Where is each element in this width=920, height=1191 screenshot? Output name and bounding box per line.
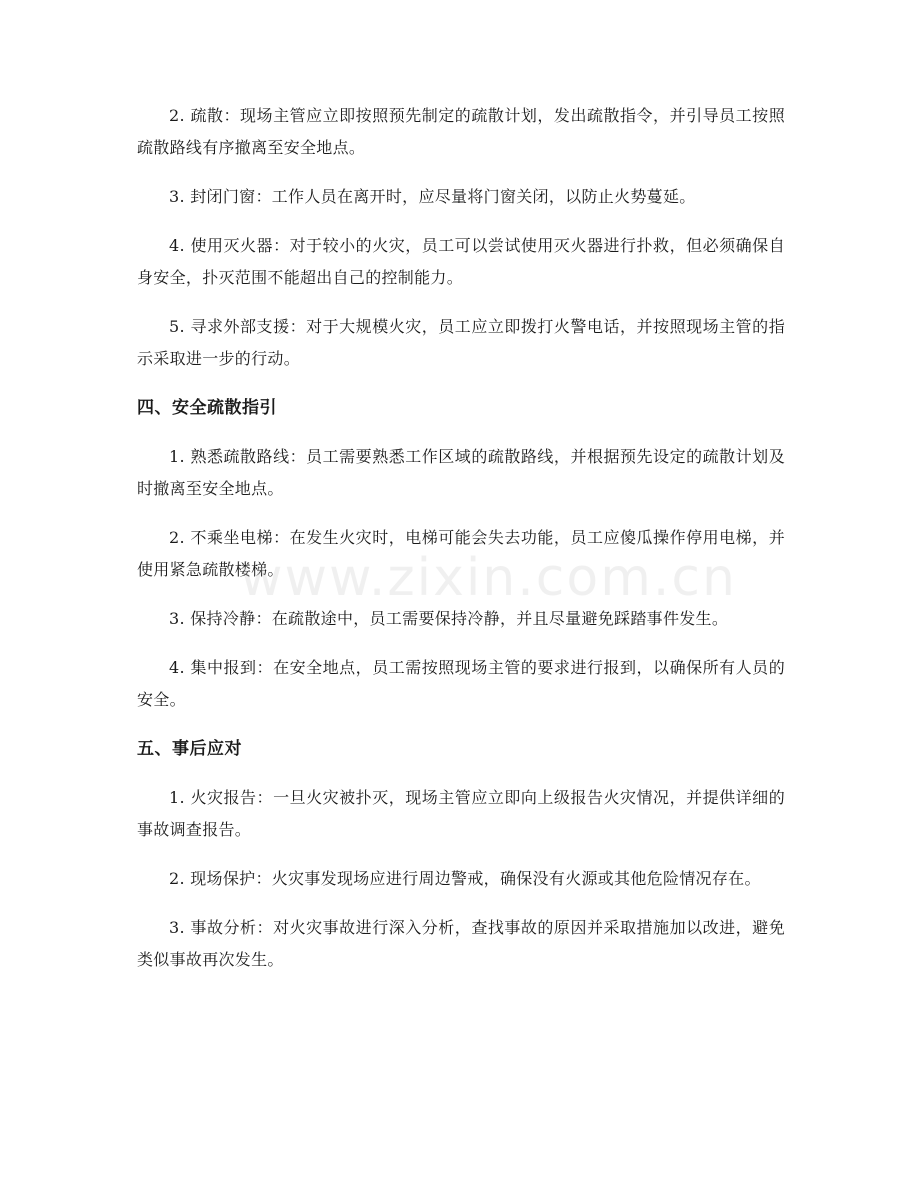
paragraph-close-windows: 3. 封闭门窗：工作人员在离开时，应尽量将门窗关闭，以防止火势蔓延。 xyxy=(169,187,696,206)
document-body xyxy=(137,100,785,993)
paragraph-no-elevator: 2. 不乘坐电梯：在发生火灾时，电梯可能会失去功能，员工应傻瓜操作停用电梯，并使用紧急疏散楼梯。 xyxy=(137,528,785,579)
watermark-text: www.zixin.com.cn xyxy=(240,548,737,608)
paragraph-assemble-report: 4. 集中报到：在安全地点，员工需按照现场主管的要求进行报到，以确保所有人员的安全。 xyxy=(137,658,785,709)
paragraph-evacuate: 2. 疏散：现场主管应立即按照预先制定的疏散计划，发出疏散指令，并引导员工按照疏散路线有序撤离至安全地点。 xyxy=(137,106,785,157)
section-heading-evacuation-guide: 四、安全疏散指引 xyxy=(137,398,277,418)
paragraph-site-protection: 2. 现场保护：火灾事发现场应进行周边警戒，确保没有火源或其他危险情况存在。 xyxy=(169,869,761,888)
paragraph-stay-calm: 3. 保持冷静：在疏散途中，员工需要保持冷静，并且尽量避免踩踏事件发生。 xyxy=(169,609,729,628)
paragraph-use-extinguisher: 4. 使用灭火器：对于较小的火灾，员工可以尝试使用灭火器进行扑救，但必须确保自身安全，扑灭范围不能超出自己的控制能力。 xyxy=(137,236,785,287)
paragraph-know-routes: 1. 熟悉疏散路线：员工需要熟悉工作区域的疏散路线，并根据预先设定的疏散计划及时撤离至安全地点。 xyxy=(137,447,785,498)
section-heading-aftermath: 五、事后应对 xyxy=(137,739,242,759)
paragraph-incident-analysis: 3. 事故分析：对火灾事故进行深入分析，查找事故的原因并采取措施加以改进，避免类似事故再次发生。 xyxy=(137,918,785,969)
paragraph-seek-support: 5. 寻求外部支援：对于大规模火灾，员工应立即拨打火警电话，并按照现场主管的指示采取进一步的行动。 xyxy=(137,317,785,368)
paragraph-fire-report: 1. 火灾报告：一旦火灾被扑灭，现场主管应立即向上级报告火灾情况，并提供详细的事故调查报告。 xyxy=(137,788,785,839)
